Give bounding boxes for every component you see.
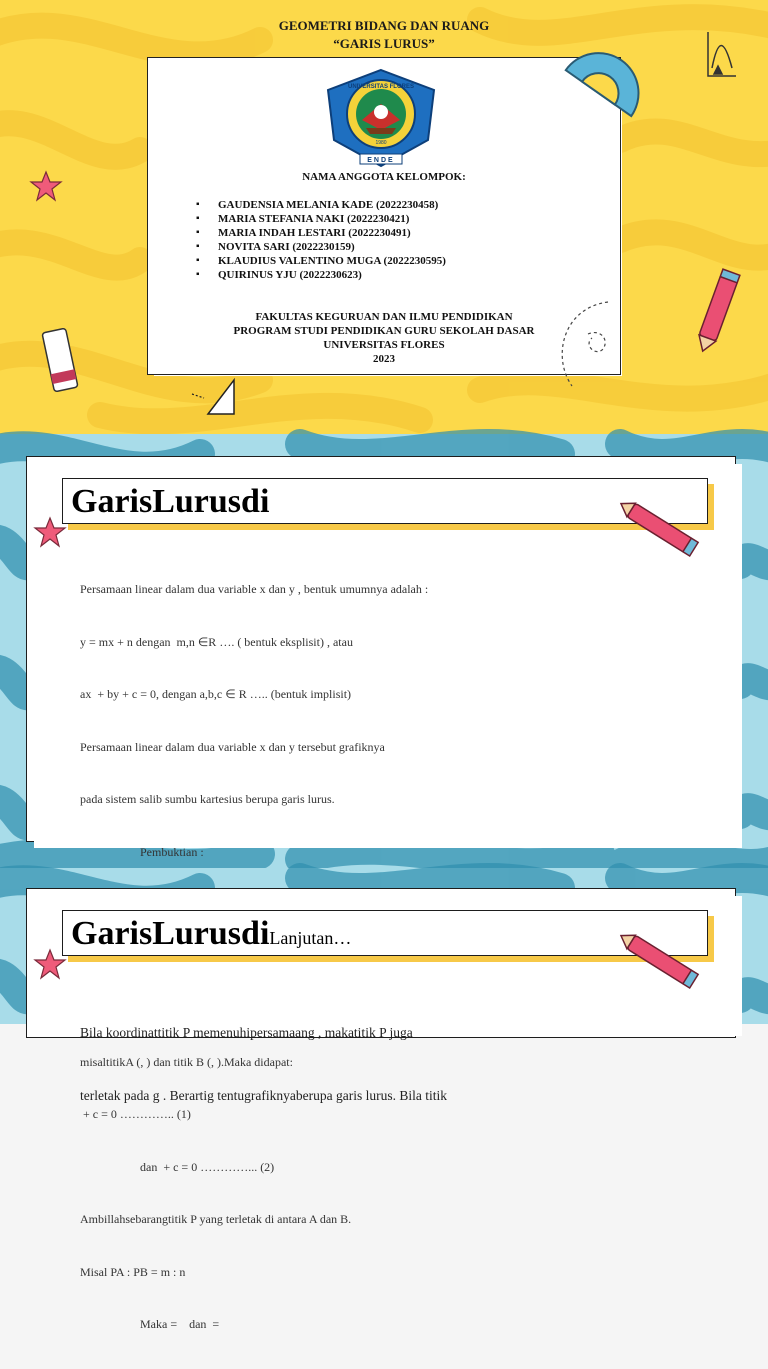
year-line: 2023 [373,353,395,365]
heading-main: GarisLurusdi [71,915,270,952]
text-line: Persamaan linear dalam dua variable x dan y , bentuk umumnya adalah : [80,582,429,596]
heading-box [62,478,708,524]
pencil-icon [692,266,744,358]
university-line: UNIVERSITAS FLORES [323,339,445,351]
triangle-ruler-icon [190,376,246,418]
logo-bottom-text: ENDE [367,157,395,164]
program-line: PROGRAM STUDI PENDIDIKAN GURU SEKOLAH DASAR [233,325,535,337]
protractor-icon [562,28,666,114]
slide-heading [71,915,351,953]
pencil-icon [616,496,704,560]
text-line: Persamaan linear dalam dua variable x dan y tersebut grafiknya [80,739,385,754]
text-line: Ambillahsebarangtitik P yang terletak di antara A dan B. [80,1212,352,1226]
pencil-icon [616,928,704,992]
star-icon [34,948,66,980]
logo-top-text: UNIVERSITAS FLORES [348,84,414,90]
member-item: ▪ MARIA INDAH LESTARI (2022230491) [196,226,446,240]
text-line: terletak pada g . Berartig tentugrafiknyaberupa garis lurus. Bila titik [80,1088,448,1103]
graph-doodle-icon [700,28,740,84]
text-line: Misal PA : PB = m : n [80,1264,186,1279]
members-list [196,198,446,282]
title-slide [0,0,768,434]
dashed-arc-doodle [552,298,612,390]
members-heading: NAMA ANGGOTA KELOMPOK: [302,171,466,183]
text-line: misaltitikA (, ) dan titik B (, ).Maka didapat: [80,1054,293,1069]
logo-year: 1980 [375,140,387,146]
member-item: ▪ NOVITA SARI (2022230159) [196,240,446,254]
member-item: ▪ QUIRINUS YJU (2022230623) [196,268,446,282]
heading-box [62,910,708,956]
text-line: Bila koordinattitik P memenuhipersamaang , makatitik P juga [80,1025,413,1040]
slide-heading: GarisLurusdi [71,483,270,520]
slide-title-line2: “GARIS LURUS” [333,36,435,51]
star-icon [30,170,62,202]
faculty-line: FAKULTAS KEGURUAN DAN ILMU PENDIDIKAN [255,311,513,323]
text-line: Pembuktian : [80,844,204,859]
member-item: ▪ GAUDENSIA MELANIA KADE (2022230458) [196,198,446,212]
text-line: Maka = dan = [80,1317,220,1331]
body-text [80,980,447,1148]
heading-suffix: Lanjutan… [269,928,352,948]
star-icon [34,516,66,548]
slide-title-line1: GEOMETRI BIDANG DAN RUANG [278,18,490,33]
text-line: y = mx + n dengan m,n ∈R …. ( bentuk eksplisit) , atau [80,634,353,649]
member-item: ▪ KLAUDIUS VALENTINO MUGA (2022230595) [196,254,446,268]
text-line: ax + by + c = 0, dengan a,b,c ∈ R ….. (bentuk implisit) [80,687,352,701]
text-line: + c = 0 ………….. (1) [80,1107,191,1121]
university-logo [322,68,440,170]
faculty-block [0,310,768,366]
text-line: dan + c = 0 …………... (2) [80,1159,275,1174]
member-item: ▪ MARIA STEFANIA NAKI (2022230421) [196,212,446,226]
eraser-icon [38,326,82,394]
text-line: pada sistem salib sumbu kartesius berupa garis lurus. [80,792,335,806]
